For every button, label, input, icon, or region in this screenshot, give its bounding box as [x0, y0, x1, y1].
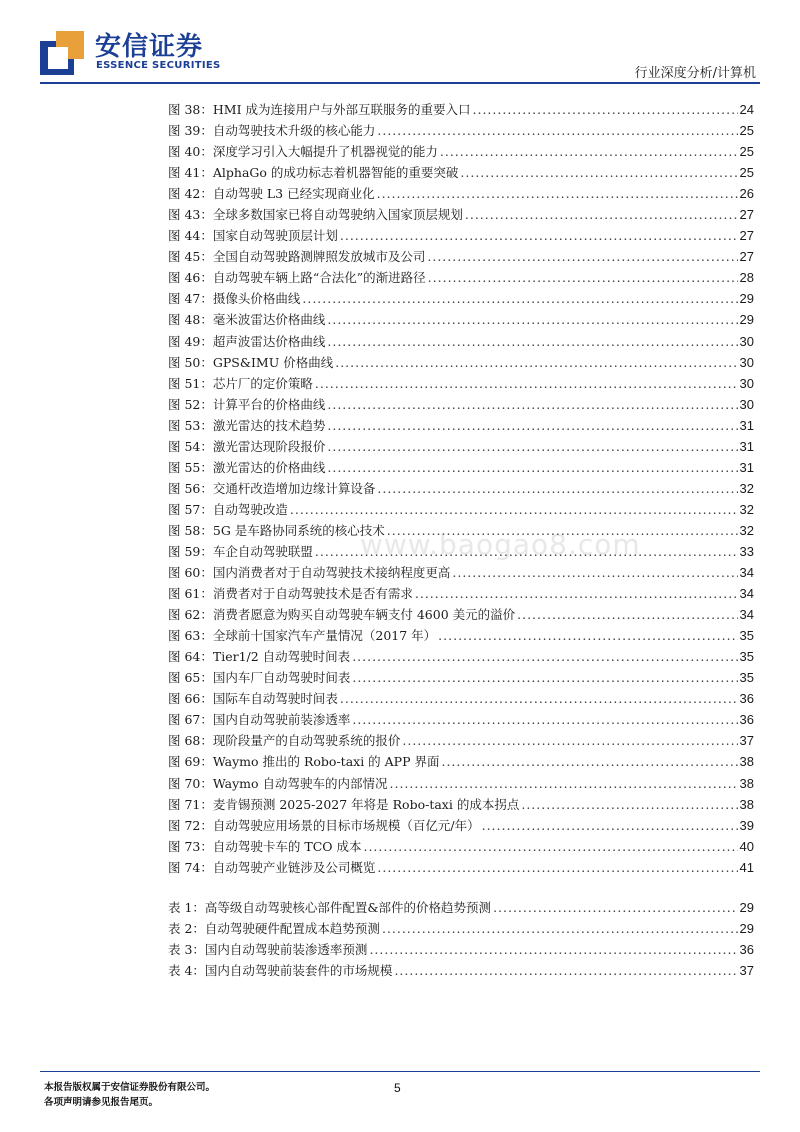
figure-entry[interactable]: [168, 394, 754, 415]
figure-entry[interactable]: [168, 183, 754, 204]
dot-leader: [327, 394, 737, 415]
dot-leader: [377, 183, 738, 204]
report-type: 行业深度分析/计算机: [634, 66, 756, 81]
dot-leader: [394, 960, 737, 981]
figure-entry[interactable]: [168, 373, 754, 394]
toc-entry-page: 37: [739, 962, 754, 978]
dot-leader: [327, 331, 737, 352]
toc-entry-page: 29: [739, 312, 754, 328]
dot-leader: [415, 583, 738, 604]
toc-entry-page: 30: [739, 375, 754, 391]
toc-entry-title: 图 74：自动驾驶产业链涉及公司概览: [168, 859, 376, 875]
toc-entry-title: 表 3：国内自动驾驶前装渗透率预测: [168, 941, 368, 957]
dot-leader: [473, 99, 738, 120]
toc-entry-title: 图 40：深度学习引入大幅提升了机器视觉的能力: [168, 144, 438, 160]
dot-leader: [327, 415, 737, 436]
toc-entry-title: 图 64：Tier1/2 自动驾驶时间表: [168, 649, 351, 665]
toc-entry-title: 图 54：激光雷达现阶段报价: [168, 438, 326, 454]
toc-entry-page: 38: [739, 754, 754, 770]
toc-entry-page: 31: [739, 459, 754, 475]
figure-entry[interactable]: [168, 730, 754, 751]
toc-entry-title: 图 49：超声波雷达价格曲线: [168, 333, 326, 349]
page-header: [0, 0, 800, 90]
toc-entry-page: 41: [739, 859, 754, 875]
toc-entry-page: 32: [739, 522, 754, 538]
figure-entry[interactable]: [168, 267, 754, 288]
toc-entry-title: 图 52：计算平台的价格曲线: [168, 396, 326, 412]
footer-statement: 各项声明请参见报告尾页。: [44, 1097, 159, 1108]
toc-entry-page: 36: [739, 712, 754, 728]
figure-entry[interactable]: [168, 141, 754, 162]
toc-entry-title: 图 66：国际车自动驾驶时间表: [168, 691, 338, 707]
dot-leader: [363, 836, 737, 857]
figure-entry[interactable]: [168, 773, 754, 794]
figure-entry[interactable]: [168, 331, 754, 352]
section-gap: [168, 878, 754, 897]
toc-entry-page: 29: [739, 920, 754, 936]
logo-english-name: ESSENCE SECURITIES: [96, 60, 221, 71]
figure-entry[interactable]: [168, 309, 754, 330]
figure-entry[interactable]: [168, 246, 754, 267]
toc-entry-title: 图 62：消费者愿意为购买自动驾驶车辆支付 4600 美元的溢价: [168, 607, 516, 623]
table-entry[interactable]: [168, 897, 754, 918]
figure-entry[interactable]: [168, 352, 754, 373]
toc-entry-title: 图 41：AlphaGo 的成功标志着机器智能的重要突破: [168, 165, 459, 181]
dot-leader: [441, 751, 737, 772]
dot-leader: [335, 352, 737, 373]
toc-entry-title: 表 1：高等级自动驾驶核心部件配置&部件的价格趋势预测: [168, 899, 492, 915]
toc-entry-title: 图 63：全球前十国家汽车产量情况（2017 年）: [168, 628, 437, 644]
figure-entry[interactable]: [168, 815, 754, 836]
figure-entry[interactable]: [168, 794, 754, 815]
toc-entry-title: 图 60：国内消费者对于自动驾驶技术接纳程度更高: [168, 565, 451, 581]
toc-entry-title: 图 50：GPS&IMU 价格曲线: [168, 354, 334, 370]
toc-entry-title: 图 59：车企自动驾驶联盟: [168, 543, 313, 559]
dot-leader: [428, 267, 738, 288]
figure-entry[interactable]: [168, 520, 754, 541]
dot-leader: [340, 225, 738, 246]
figure-entry[interactable]: [168, 836, 754, 857]
toc-entry-page: 38: [739, 796, 754, 812]
toc-entry-page: 27: [739, 249, 754, 265]
dot-leader: [290, 499, 738, 520]
toc-entry-title: 图 70：Waymo 自动驾驶车的内部情况: [168, 775, 388, 791]
toc-entry-page: 35: [739, 628, 754, 644]
figure-entry[interactable]: [168, 436, 754, 457]
figure-entry[interactable]: [168, 120, 754, 141]
toc-entry-page: 29: [739, 899, 754, 915]
toc-entry-title: 图 51：芯片厂的定价策略: [168, 375, 313, 391]
toc-entry-page: 31: [739, 417, 754, 433]
toc-entry-page: 26: [739, 186, 754, 202]
toc-entry-page: 24: [739, 102, 754, 117]
toc-entry-page: 37: [739, 733, 754, 749]
dot-leader: [369, 939, 737, 960]
dot-leader: [402, 730, 737, 751]
footer-divider: [40, 1071, 760, 1072]
toc-entry-page: 32: [739, 501, 754, 517]
logo-chinese-name: 安信证券: [95, 32, 204, 62]
toc-entry-title: 图 56：交通杆改造增加边缘计算设备: [168, 480, 376, 496]
toc-entry-page: 27: [739, 228, 754, 244]
dot-leader: [390, 773, 738, 794]
dot-leader: [315, 373, 738, 394]
toc-entry-title: 图 44：国家自动驾驶顶层计划: [168, 228, 338, 244]
toc-entry-page: 30: [739, 354, 754, 370]
figure-entry[interactable]: [168, 499, 754, 520]
toc-entry-title: 图 45：全国自动驾驶路测牌照发放城市及公司: [168, 249, 426, 265]
header-divider: [40, 82, 760, 84]
toc-entry-page: 33: [739, 543, 754, 559]
toc-entry-title: 图 46：自动驾驶车辆上路“合法化”的渐进路径: [168, 270, 426, 286]
toc-entry-title: 图 72：自动驾驶应用场景的目标市场规模（百亿元/年）: [168, 817, 480, 833]
toc-entry-title: 图 61：消费者对于自动驾驶技术是否有需求: [168, 586, 413, 602]
toc-entry-page: 25: [739, 123, 754, 139]
toc-entry-title: 图 48：毫米波雷达价格曲线: [168, 312, 326, 328]
figure-entry[interactable]: [168, 204, 754, 225]
dot-leader: [352, 646, 737, 667]
toc-entry-page: 30: [739, 396, 754, 412]
toc-entry-title: 表 2：自动驾驶硬件配置成本趋势预测: [168, 920, 380, 936]
dot-leader: [315, 541, 738, 562]
toc-entry-title: 图 68：现阶段量产的自动驾驶系统的报价: [168, 733, 401, 749]
figure-entry[interactable]: [168, 162, 754, 183]
toc-entry-title: 图 42：自动驾驶 L3 已经实现商业化: [168, 186, 375, 202]
toc-entry-page: 32: [739, 480, 754, 496]
dot-leader: [387, 520, 738, 541]
table-entry[interactable]: [168, 960, 754, 981]
table-of-contents: [168, 99, 754, 981]
dot-leader: [340, 688, 738, 709]
page-number: 5: [394, 1081, 401, 1095]
toc-entry-page: 40: [739, 838, 754, 854]
toc-entry-page: 28: [739, 270, 754, 286]
toc-entry-title: 图 57：自动驾驶改造: [168, 501, 288, 517]
dot-leader: [427, 246, 737, 267]
toc-entry-page: 39: [739, 817, 754, 833]
footer-disclaimer: [44, 1080, 215, 1110]
dot-leader: [452, 562, 737, 583]
dot-leader: [465, 204, 738, 225]
dot-leader: [327, 436, 737, 457]
figure-entry[interactable]: [168, 99, 754, 120]
dot-leader: [440, 141, 738, 162]
footer-copyright: 本报告版权属于安信证券股份有限公司。: [44, 1082, 216, 1093]
dot-leader: [327, 309, 737, 330]
toc-entry-title: 图 43：全球多数国家已将自动驾驶纳入国家顶层规划: [168, 207, 463, 223]
toc-entry-title: 图 53：激光雷达的技术趋势: [168, 417, 326, 433]
toc-entry-title: 图 73：自动驾驶卡车的 TCO 成本: [168, 838, 362, 854]
figure-entry[interactable]: [168, 667, 754, 688]
figure-entry[interactable]: [168, 478, 754, 499]
table-entry[interactable]: [168, 918, 754, 939]
toc-entry-page: 30: [739, 333, 754, 349]
toc-entry-page: 38: [739, 775, 754, 791]
figure-entry[interactable]: [168, 688, 754, 709]
figure-entry[interactable]: [168, 709, 754, 730]
dot-leader: [302, 288, 737, 309]
dot-leader: [352, 667, 737, 688]
figure-entry[interactable]: [168, 857, 754, 878]
figure-entry[interactable]: [168, 225, 754, 246]
figure-entry[interactable]: [168, 288, 754, 309]
dot-leader: [327, 457, 737, 478]
figure-list: [168, 99, 754, 878]
dot-leader: [377, 857, 737, 878]
dot-leader: [382, 918, 738, 939]
toc-entry-page: 27: [739, 207, 754, 223]
dot-leader: [438, 625, 737, 646]
toc-entry-title: 图 58：5G 是车路协同系统的核心技术: [168, 522, 385, 538]
toc-entry-page: 25: [739, 165, 754, 181]
dot-leader: [482, 815, 738, 836]
toc-entry-title: 图 55：激光雷达的价格曲线: [168, 459, 326, 475]
toc-entry-title: 图 71：麦肯锡预测 2025-2027 年将是 Robo-taxi 的成本拐点: [168, 796, 520, 812]
toc-entry-title: 图 39：自动驾驶技术升级的核心能力: [168, 123, 376, 139]
toc-entry-page: 35: [739, 670, 754, 686]
dot-leader: [493, 897, 737, 918]
toc-entry-title: 图 38：HMI 成为连接用户与外部互联服务的重要入口: [168, 102, 471, 117]
figure-entry[interactable]: [168, 625, 754, 646]
toc-entry-page: 31: [739, 438, 754, 454]
figure-entry[interactable]: [168, 583, 754, 604]
toc-entry-page: 34: [739, 565, 754, 581]
toc-entry-page: 25: [739, 144, 754, 160]
toc-entry-page: 29: [739, 291, 754, 307]
figure-entry[interactable]: [168, 457, 754, 478]
dot-leader: [377, 478, 737, 499]
dot-leader: [377, 120, 737, 141]
figure-entry[interactable]: [168, 646, 754, 667]
dot-leader: [521, 794, 737, 815]
figure-entry[interactable]: [168, 415, 754, 436]
toc-entry-page: 35: [739, 649, 754, 665]
toc-entry-title: 图 67：国内自动驾驶前装渗透率: [168, 712, 351, 728]
watermark: www.baogao8.com: [360, 528, 641, 561]
essence-logo-icon: [40, 31, 84, 75]
table-entry[interactable]: [168, 939, 754, 960]
dot-leader: [460, 162, 737, 183]
figure-entry[interactable]: [168, 562, 754, 583]
toc-entry-title: 图 47：摄像头价格曲线: [168, 291, 301, 307]
figure-entry[interactable]: [168, 541, 754, 562]
figure-entry[interactable]: [168, 604, 754, 625]
toc-entry-title: 图 65：国内车厂自动驾驶时间表: [168, 670, 351, 686]
toc-entry-title: 图 69：Waymo 推出的 Robo-taxi 的 APP 界面: [168, 754, 440, 770]
toc-entry-page: 36: [739, 941, 754, 957]
toc-entry-title: 表 4：国内自动驾驶前装套件的市场规模: [168, 962, 393, 978]
dot-leader: [352, 709, 737, 730]
toc-entry-page: 34: [739, 607, 754, 623]
dot-leader: [517, 604, 737, 625]
figure-entry[interactable]: [168, 751, 754, 772]
table-list: [168, 897, 754, 981]
toc-entry-page: 36: [739, 691, 754, 707]
toc-entry-page: 34: [739, 586, 754, 602]
